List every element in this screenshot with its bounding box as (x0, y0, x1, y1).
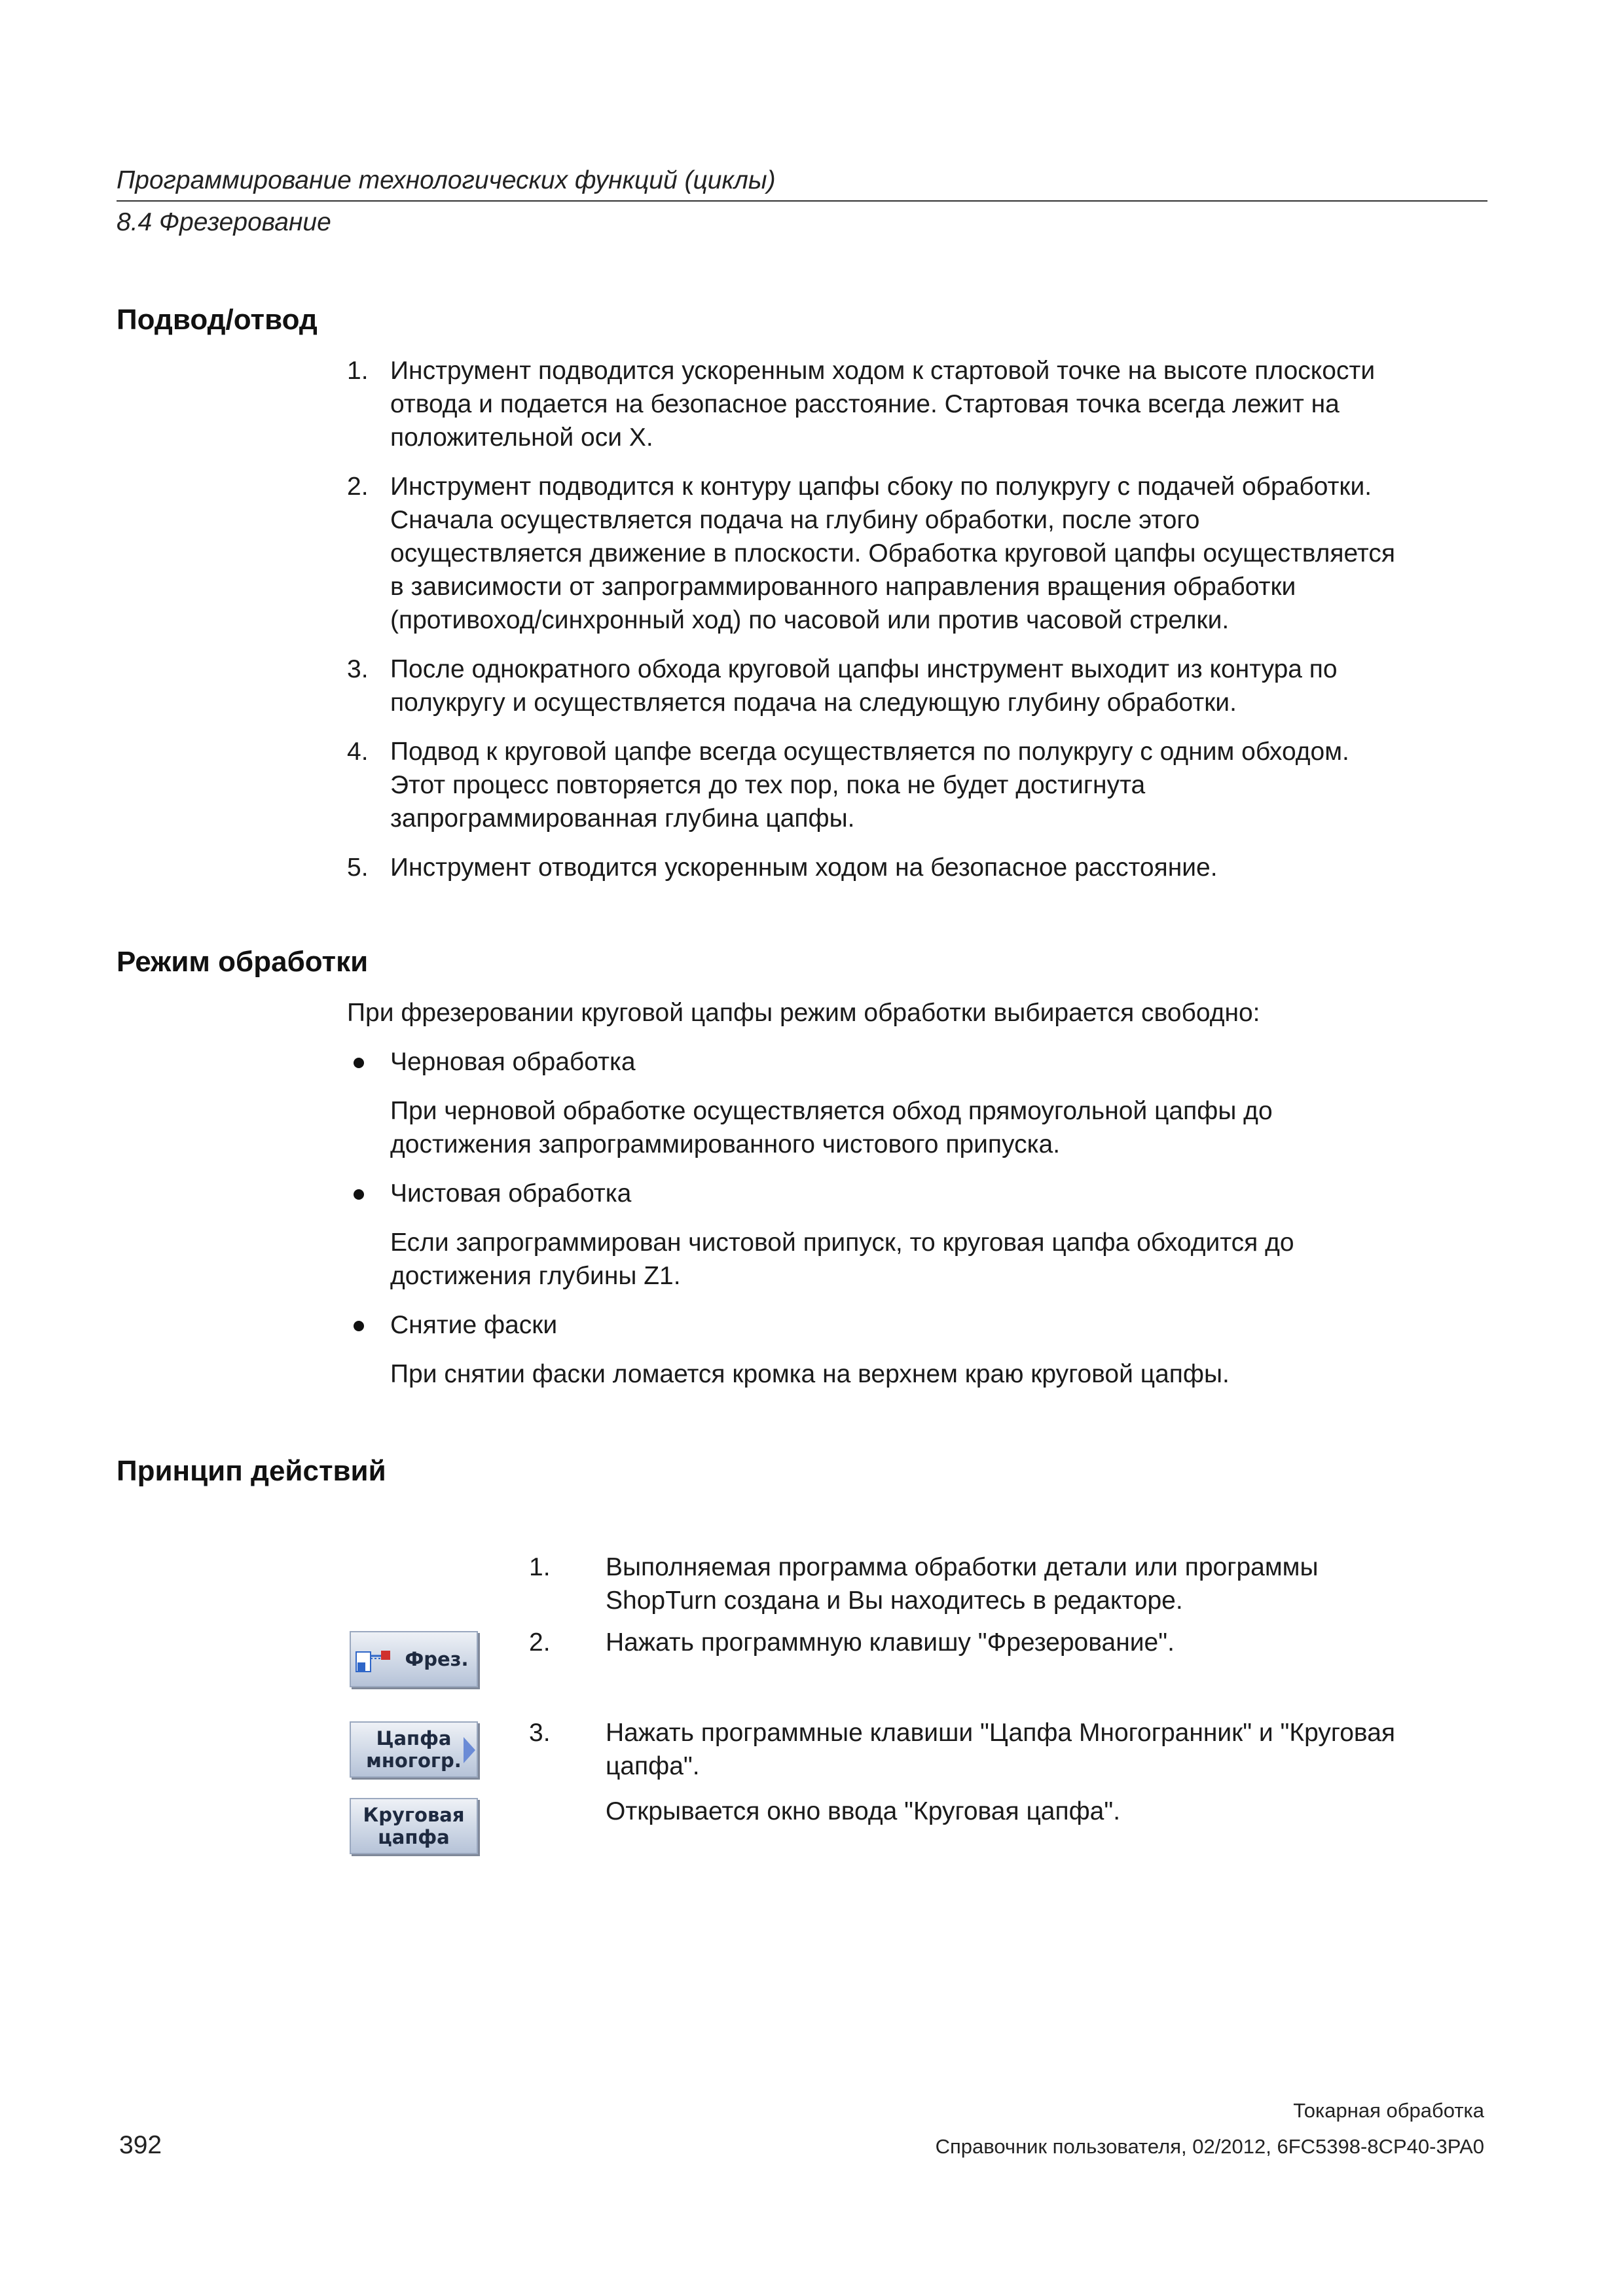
step-number-1: 1. (529, 1553, 551, 1581)
text-line: При снятии фаски ломается кромка на верхнем краю круговой цапфы. (390, 1360, 1230, 1388)
text-line: в зависимости от запрограммированного направления вращения обработки (390, 573, 1296, 601)
text-line: Инструмент подводится к контуру цапфы сбоку по полукругу с подачей обработки. (390, 473, 1372, 501)
text-line: цапфа". (606, 1752, 700, 1780)
mode-desc-roughing (347, 1094, 1499, 1161)
footer-reference: Справочник пользователя, 02/2012, 6FC5398-8CP40-3PA0 (935, 2135, 1484, 2158)
list-number: 3. (347, 655, 369, 683)
text-line: Сначала осуществляется подача на глубину обработки, после этого (390, 506, 1200, 534)
text-line: запрограммированная глубина цапфы. (390, 804, 855, 833)
softkey-label-line: многогр. (366, 1749, 462, 1772)
text-line: Выполняемая программа обработки детали или программы (606, 1553, 1319, 1581)
mill-softkey-label: Фрез. (405, 1648, 469, 1670)
text-line: Этот процесс повторяется до тех пор, пока не будет достигнута (390, 771, 1146, 799)
text-line: достижения глубины Z1. (390, 1262, 681, 1290)
mill-softkey[interactable] (350, 1631, 478, 1687)
list-number: 2. (347, 473, 369, 501)
text-line: При черновой обработке осуществляется обход прямоугольной цапфы до (390, 1097, 1273, 1125)
milling-tool-icon (355, 1647, 401, 1677)
bullet-label: Черновая обработка (390, 1048, 636, 1076)
approach-item-4 (347, 735, 1499, 835)
bullet-icon (354, 1189, 364, 1200)
approach-item-3 (347, 653, 1499, 719)
text-line: Если запрограммирован чистовой припуск, то круговая цапфа обходится до (390, 1229, 1294, 1257)
text-line: отвода и подается на безопасное расстояние. Стартовая точка всегда лежит на (390, 390, 1340, 418)
step-text-2 (606, 1626, 1496, 1659)
running-header-chapter: Программирование технологических функций (циклы) (117, 166, 776, 194)
bullet-icon (354, 1058, 364, 1068)
mode-item-roughing (347, 1045, 1499, 1079)
text-line: ShopTurn создана и Вы находитесь в редакторе. (606, 1587, 1183, 1615)
step-number-2: 2. (529, 1628, 551, 1657)
text-line: осуществляется движение в плоскости. Обработка круговой цапфы осуществляется (390, 539, 1395, 567)
text-line: Инструмент подводится ускоренным ходом к стартовой точке на высоте плоскости (390, 357, 1376, 385)
text-line: Подвод к круговой цапфе всегда осуществляется по полукругу с одним обходом. (390, 738, 1349, 766)
text-line: полукругу и осуществляется подача на следующую глубину обработки. (390, 689, 1237, 717)
mode-intro: При фрезеровании круговой цапфы режим обработки выбирается свободно: (347, 999, 1260, 1027)
text-line: Нажать программные клавиши "Цапфа Многогранник" и "Круговая (606, 1719, 1396, 1747)
submenu-arrow-icon (464, 1737, 475, 1763)
softkey-label-line: цапфа (378, 1826, 450, 1848)
step-text-3 (606, 1716, 1496, 1828)
step-text-1 (606, 1551, 1496, 1617)
approach-item-5 (347, 851, 1499, 884)
text-line: положительной оси X. (390, 423, 653, 452)
softkey-label-line: Цапфа (376, 1727, 452, 1749)
approach-item-1 (347, 354, 1499, 454)
mode-item-chamfering (347, 1308, 1499, 1342)
running-header-section: 8.4 Фрезерование (117, 208, 331, 236)
approach-list (347, 354, 1499, 900)
mode-item-finishing (347, 1177, 1499, 1210)
step-number-3: 3. (529, 1719, 551, 1747)
header-rule (117, 200, 1487, 202)
heading-machining-mode: Режим обработки (117, 946, 369, 978)
mode-desc-finishing (347, 1226, 1499, 1293)
bullet-icon (354, 1321, 364, 1331)
heading-operating-sequence: Принцип действий (117, 1455, 386, 1487)
bullet-label: Снятие фаски (390, 1311, 558, 1339)
approach-item-2 (347, 470, 1499, 637)
spigot-polygon-softkey[interactable] (350, 1721, 478, 1778)
list-number: 4. (347, 738, 369, 766)
mode-desc-chamfering (347, 1357, 1499, 1391)
heading-approach-retraction: Подвод/отвод (117, 304, 318, 336)
text-line: (противоход/синхронный ход) по часовой или против часовой стрелки. (390, 606, 1230, 634)
text-line: Открывается окно ввода "Круговая цапфа". (606, 1797, 1121, 1825)
softkey-label-line: Круговая (363, 1804, 465, 1826)
page-number: 392 (119, 2131, 162, 2159)
list-number: 1. (347, 357, 369, 385)
mode-section (347, 996, 1499, 1407)
footer-manual-title: Токарная обработка (1293, 2099, 1484, 2122)
list-number: 5. (347, 853, 369, 882)
text-line: Нажать программную клавишу "Фрезерование". (606, 1628, 1175, 1657)
circular-spigot-softkey[interactable] (350, 1798, 478, 1854)
text-line: Инструмент отводится ускоренным ходом на безопасное расстояние. (390, 853, 1218, 882)
bullet-label: Чистовая обработка (390, 1179, 632, 1208)
text-line: После однократного обхода круговой цапфы инструмент выходит из контура по (390, 655, 1338, 683)
text-line: достижения запрограммированного чистового припуска. (390, 1130, 1061, 1158)
